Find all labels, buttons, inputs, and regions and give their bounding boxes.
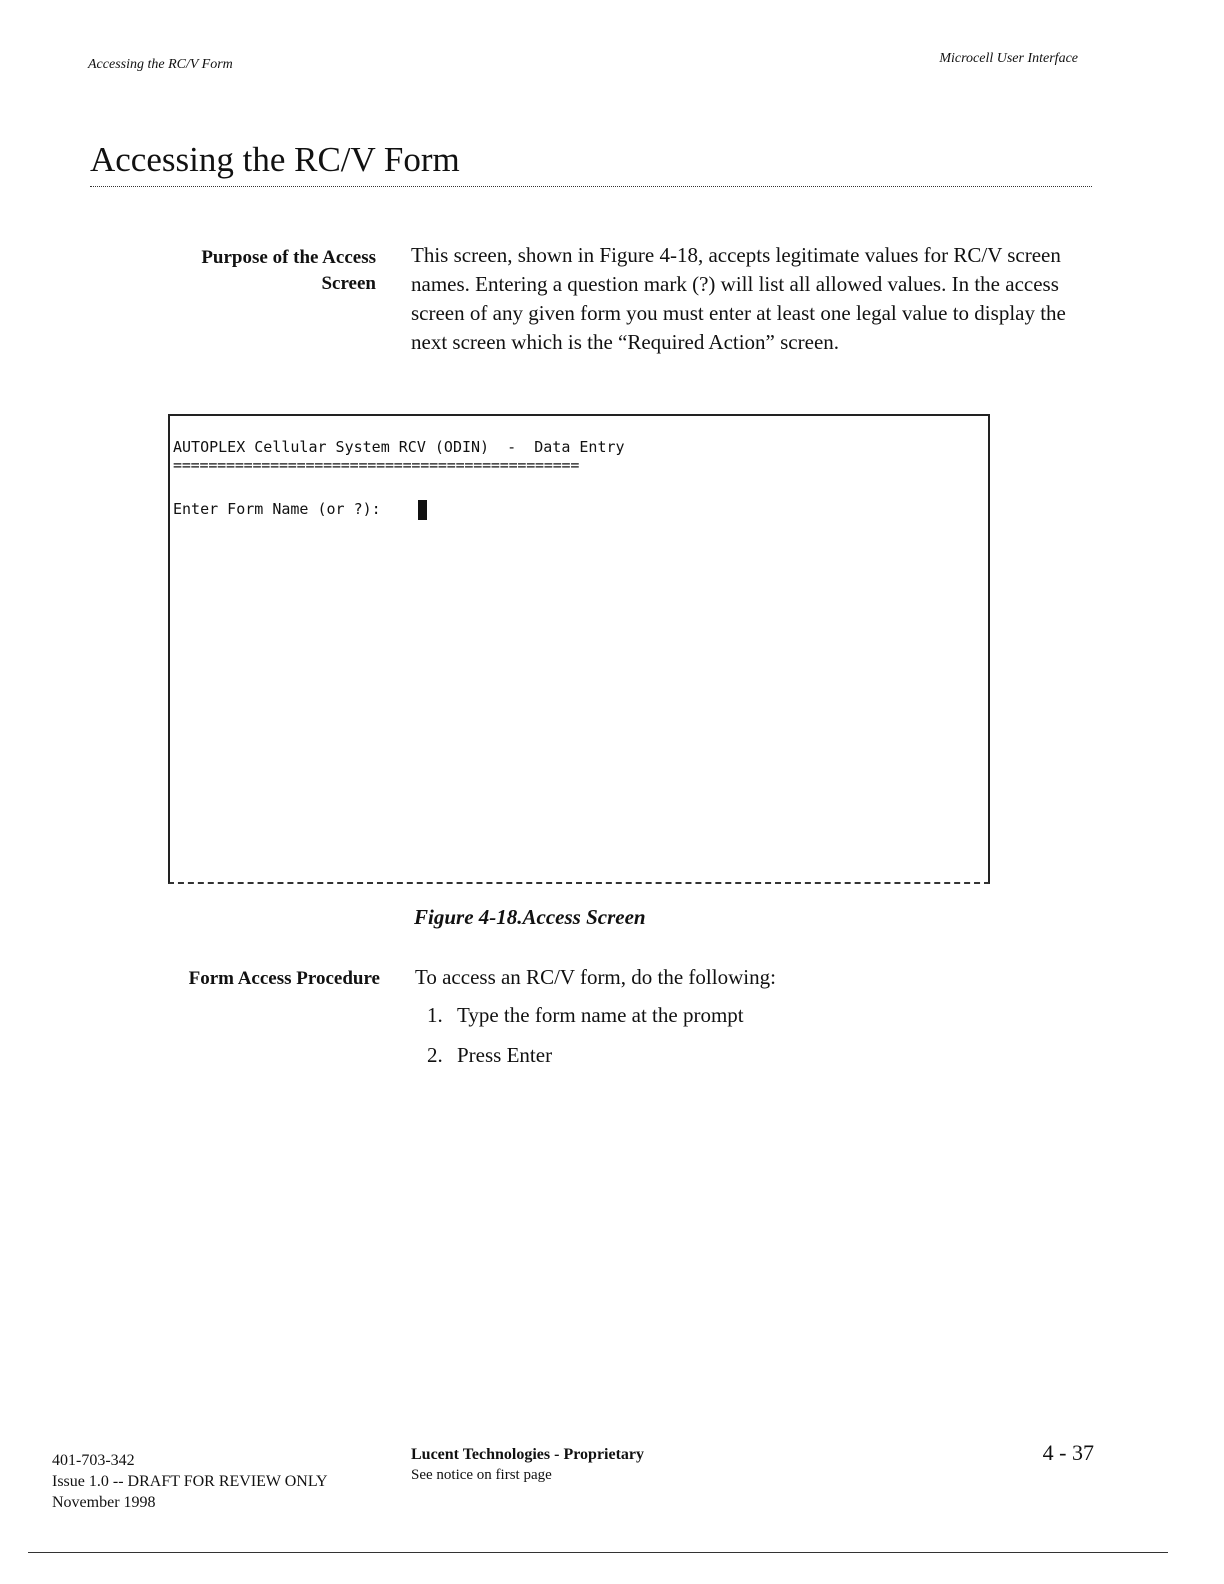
terminal-divider: ============================================== [173, 456, 580, 474]
document-number: 401-703-342 [52, 1452, 135, 1469]
procedure-intro: To access an RC/V form, do the following: [415, 965, 776, 989]
running-header-left: Accessing the RC/V Form [88, 57, 233, 72]
step-number: 2. [427, 1043, 443, 1067]
procedure-step [427, 1041, 552, 1070]
form-name-prompt: Enter Form Name (or ?): [173, 500, 381, 518]
running-header-right: Microcell User Interface [939, 51, 1078, 66]
footer-proprietary-notice [411, 1444, 644, 1486]
page-title: Accessing the RC/V Form [90, 140, 460, 179]
page-number: 4 - 37 [1042, 1440, 1094, 1465]
terminal-title: AUTOPLEX Cellular System RCV (ODIN) - Data Entry [173, 438, 625, 456]
purpose-section-label [150, 245, 376, 297]
step-text: Press Enter [457, 1043, 553, 1067]
purpose-label-line1: Purpose of the Access [201, 247, 376, 268]
purpose-label-line2: Screen [321, 273, 376, 294]
company-proprietary: Lucent Technologies - Proprietary [411, 1446, 645, 1463]
figure-caption: Figure 4-18.Access Screen [414, 905, 646, 929]
procedure-step [427, 1001, 744, 1030]
issue-line: Issue 1.0 -- DRAFT FOR REVIEW ONLY [52, 1473, 328, 1490]
procedure-section-label: Form Access Procedure [188, 968, 380, 989]
notice-reference: See notice on first page [411, 1467, 552, 1483]
footer-divider [28, 1552, 1168, 1553]
step-text: Type the form name at the prompt [457, 1003, 744, 1027]
issue-date: November 1998 [52, 1494, 156, 1511]
terminal-screen-figure [168, 414, 990, 884]
step-number: 1. [427, 1003, 443, 1027]
footer-document-info [52, 1450, 328, 1513]
purpose-paragraph: This screen, shown in Figure 4-18, accepts legitimate values for RC/V screen names. Entering a question mark (?) will list all allowed values. In the access screen of any given form you must enter at least one legal value to display the next screen which is the “Required Action” screen. [411, 243, 1066, 354]
title-divider [90, 186, 1092, 187]
text-cursor[interactable] [418, 500, 427, 520]
